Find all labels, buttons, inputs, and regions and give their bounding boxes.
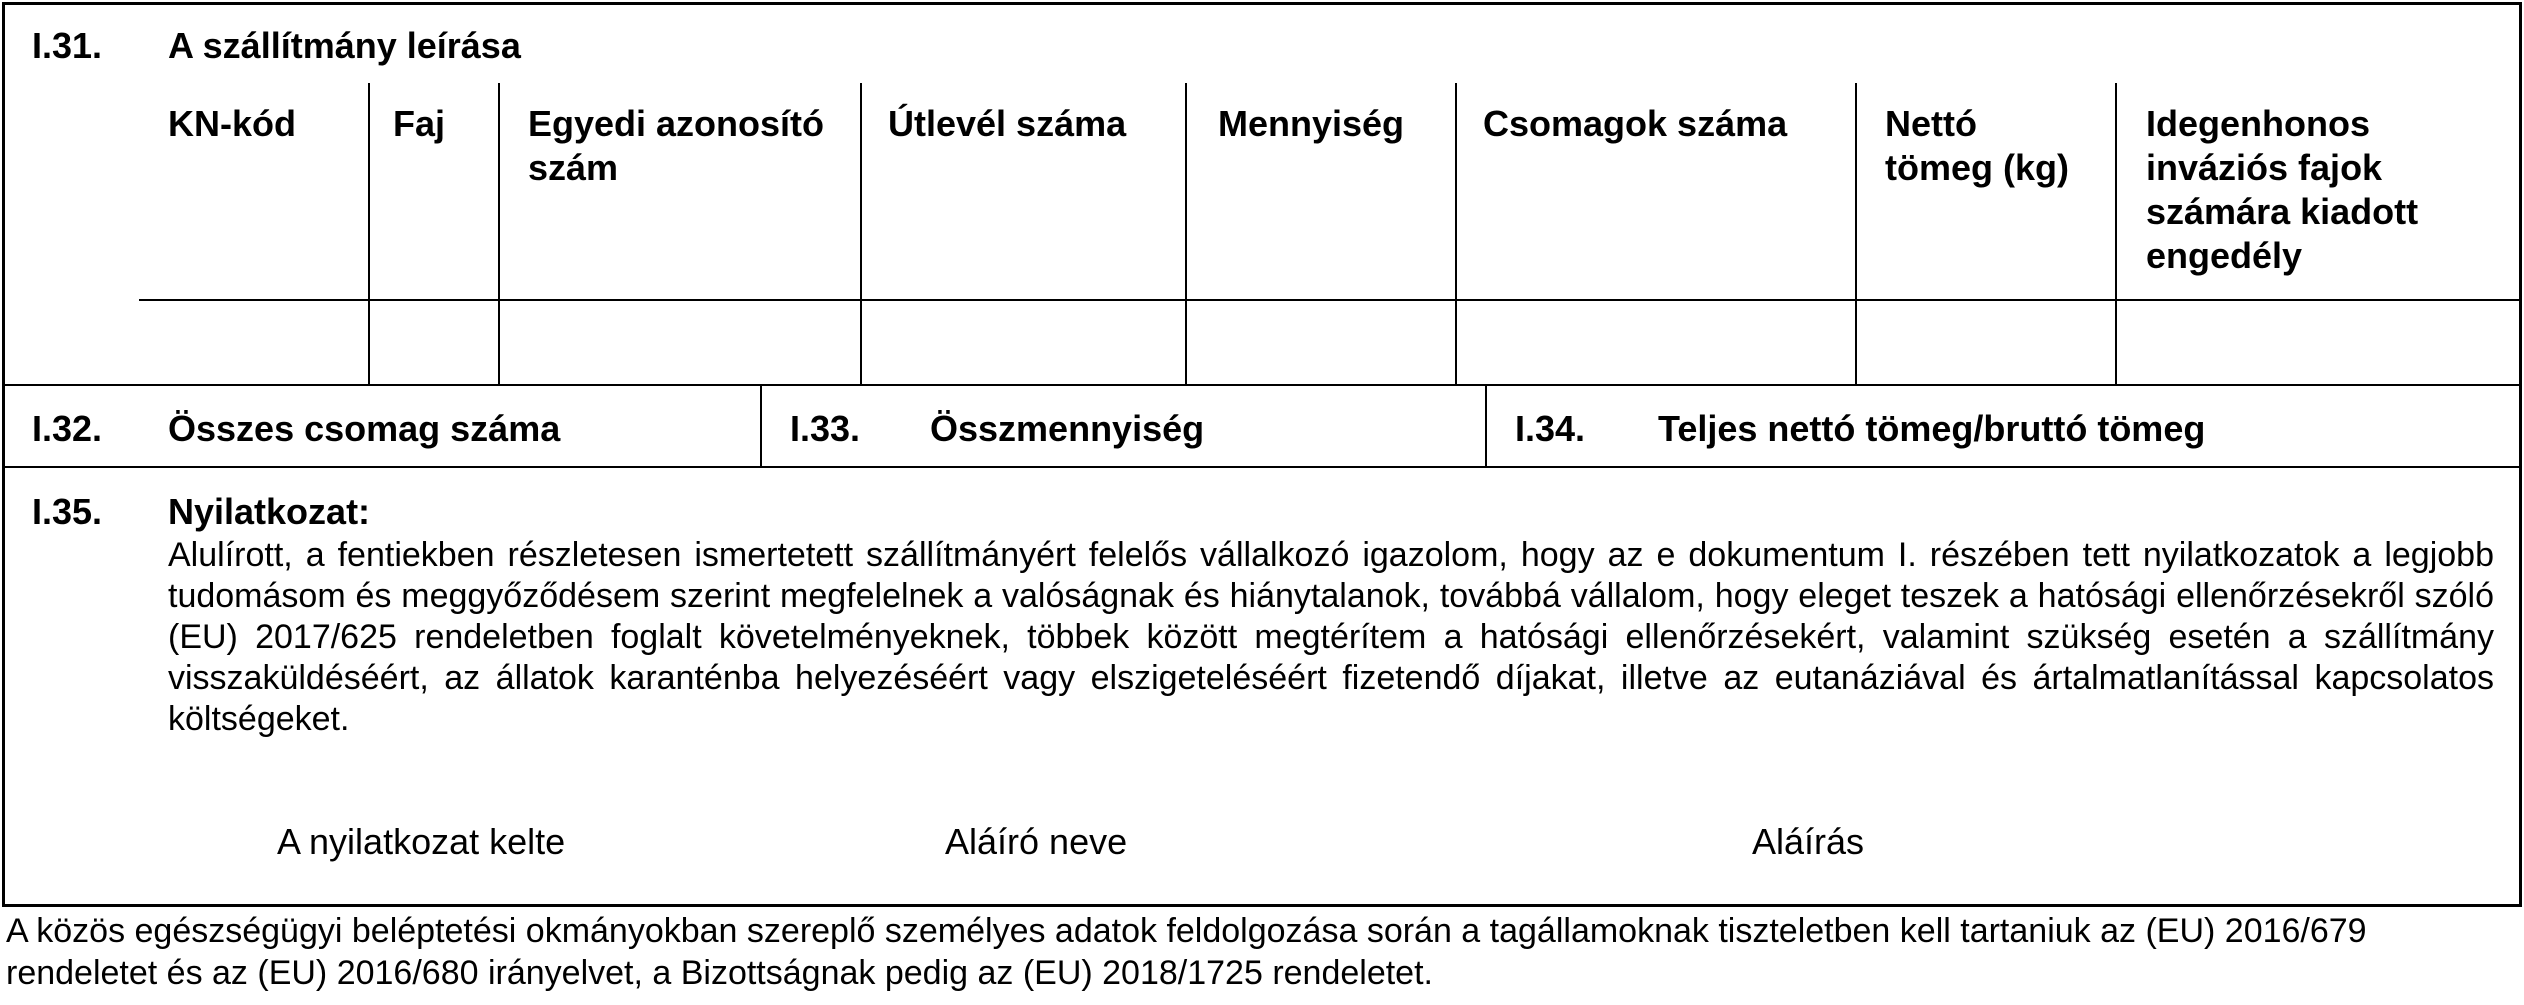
species-cell[interactable] xyxy=(370,302,497,384)
section-divider xyxy=(2,384,2522,386)
column-header-ias-permit: Idegenhonos inváziós fajok számára kiadott engedély xyxy=(2146,103,2419,276)
section-32-number: I.32. xyxy=(32,408,103,449)
section-35-number: I.35. xyxy=(32,491,103,532)
section-divider xyxy=(2,466,2522,468)
section-33-number: I.33. xyxy=(790,408,861,449)
unique-id-cell[interactable] xyxy=(500,302,859,384)
column-header-quantity: Mennyiség xyxy=(1218,103,1405,144)
table-header-divider xyxy=(139,299,2522,301)
kn-code-cell[interactable] xyxy=(141,302,367,384)
section-34-title: Teljes nettó tömeg/bruttó tömeg xyxy=(1658,408,2206,449)
signatory-name-label: Aláíró neve xyxy=(945,821,1128,862)
section-32-title: Összes csomag száma xyxy=(168,408,561,449)
column-header-passport-number: Útlevél száma xyxy=(888,103,1127,144)
ias-permit-cell[interactable] xyxy=(2117,302,2519,384)
column-header-kn-code: KN-kód xyxy=(168,103,296,144)
section-33-title: Összmennyiség xyxy=(930,408,1205,449)
section-35-title: Nyilatkozat: xyxy=(168,491,371,532)
column-header-species: Faj xyxy=(393,103,446,144)
section-34-number: I.34. xyxy=(1515,408,1586,449)
column-header-net-weight: Nettó tömeg (kg) xyxy=(1885,103,2069,188)
section-31-title: A szállítmány leírása xyxy=(168,25,521,66)
column-header-package-count: Csomagok száma xyxy=(1483,103,1788,144)
footer-note: A közös egészségügyi beléptetési okmányokban szereplő személyes adatok feldolgozása során a tagállamoknak tiszteletben kell tartaniuk az (EU) 2016/679 rendeletet és az (EU) 2016/680 irányelvet, a Bizottságnak pedig az (EU) 2018/1725 rendeletet. xyxy=(6,912,2367,992)
column-header-unique-id: Egyedi azonosító szám xyxy=(528,103,825,188)
quantity-cell[interactable] xyxy=(1187,302,1454,384)
section-33-divider xyxy=(1485,384,1487,466)
net-weight-cell[interactable] xyxy=(1857,302,2114,384)
declaration-text: Alulírott, a fentiekben részletesen ismertetett szállítmányért felelős vállalkozó igazolom, hogy az e dokumentum I. részében tett nyilatkozatok a legjobb tudomásom és meggyőződésem szerint megfelelnek a valóságnak és hiánytalanok, továbbá vállalom, hogy eleget teszek a hatósági ellenőrzésekről szóló (EU) 2017/625 rendeletben foglalt követelményeknek, többek között megtérítem a hatósági ellenőrzésekért, valamint szükség esetén a szállítmány visszaküldéséért, az állatok karanténba helyezéséért vagy elszigeteléséért fizetendő díjakat, illetve az eutanáziával és ártalmatlanítással kapcsolatos költségeket. xyxy=(168,536,2494,738)
declaration-date-label: A nyilatkozat kelte xyxy=(277,821,566,862)
section-31-number: I.31. xyxy=(32,25,103,66)
signature-label: Aláírás xyxy=(1752,821,1865,862)
passport-number-cell[interactable] xyxy=(862,302,1184,384)
package-count-cell[interactable] xyxy=(1457,302,1854,384)
section-32-divider xyxy=(760,384,762,466)
